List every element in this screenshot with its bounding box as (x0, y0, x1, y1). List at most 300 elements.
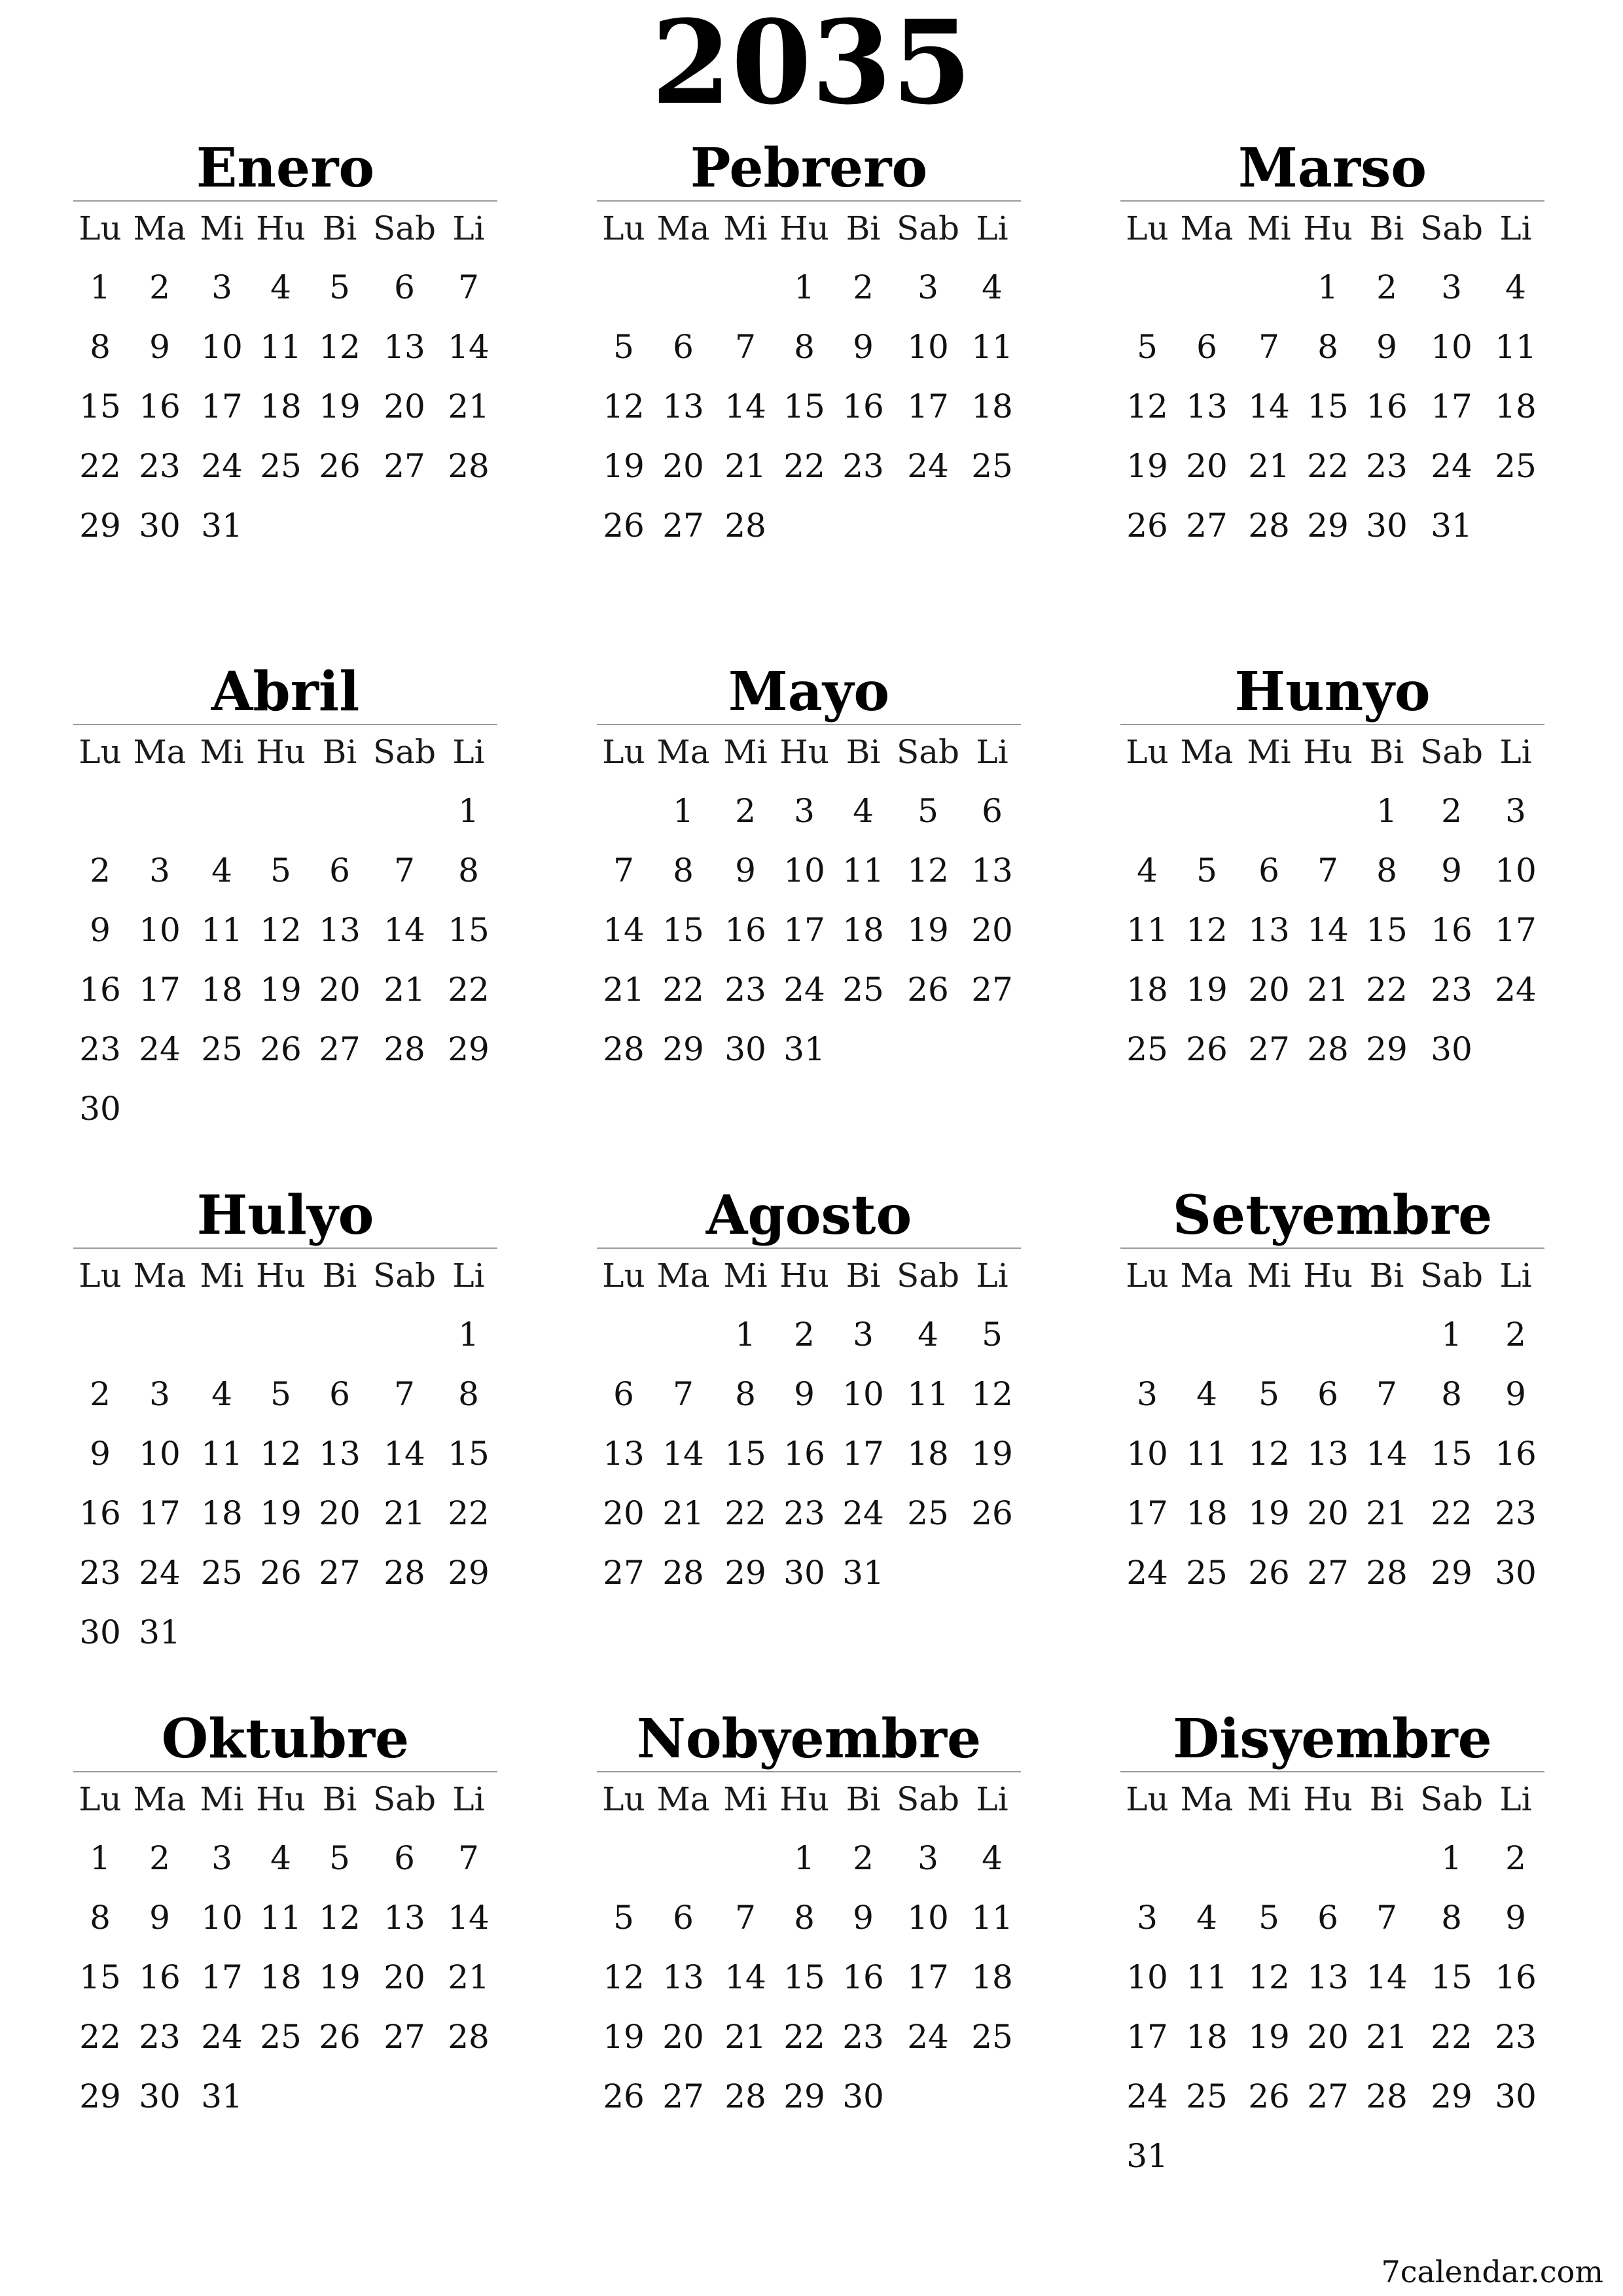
empty-day-cell (1174, 259, 1240, 319)
day-cell: 13 (1186, 387, 1228, 425)
day-cell: 4 (270, 268, 291, 306)
empty-day-cell (369, 1306, 440, 1366)
weekday-header: Mi (1247, 733, 1291, 771)
weekday-header: Hu (256, 1780, 306, 1818)
weekday-header: Lu (79, 1257, 122, 1295)
day-cell: 22 (1366, 971, 1408, 1009)
weekday-header: Lu (602, 1780, 645, 1818)
day-cell: 7 (1317, 852, 1338, 889)
weekday-header: Lu (602, 209, 645, 247)
day-cell: 6 (982, 792, 1003, 830)
day-cell: 29 (448, 1030, 490, 1068)
day-cell: 11 (1495, 328, 1537, 366)
day-cell: 17 (907, 387, 949, 425)
day-cell: 6 (1317, 1375, 1338, 1413)
empty-day-cell (1240, 259, 1298, 319)
day-cell: 14 (383, 911, 425, 949)
weekday-header: Sab (372, 209, 437, 247)
day-cell: 4 (982, 1839, 1003, 1877)
day-cell: 23 (139, 447, 181, 485)
day-cell: 17 (139, 1494, 181, 1532)
day-cell: 16 (1495, 1958, 1537, 1996)
day-cell: 29 (79, 2077, 121, 2115)
day-cell: 31 (1431, 507, 1472, 545)
weekday-header: Li (452, 1780, 485, 1818)
day-cell: 5 (982, 1316, 1003, 1354)
month-grid (1120, 202, 1544, 557)
day-cell: 2 (90, 1375, 111, 1413)
day-cell: 10 (201, 1899, 243, 1937)
day-cell: 15 (79, 387, 121, 425)
day-cell: 23 (783, 1494, 825, 1532)
day-cell: 13 (383, 1899, 425, 1937)
day-cell: 28 (662, 1554, 704, 1592)
weekday-header: Mi (200, 1257, 244, 1295)
day-cell: 11 (1186, 1958, 1228, 1996)
day-cell: 13 (1307, 1958, 1349, 1996)
day-cell: 30 (783, 1554, 825, 1592)
day-cell: 29 (1307, 507, 1349, 545)
day-cell: 28 (603, 1030, 645, 1068)
empty-day-cell (597, 1830, 651, 1890)
day-cell: 31 (842, 1554, 884, 1592)
day-cell: 12 (971, 1375, 1013, 1413)
weekday-header: Li (1499, 1257, 1532, 1295)
weekday-header: Sab (896, 733, 960, 771)
day-cell: 28 (383, 1030, 425, 1068)
day-cell: 29 (448, 1554, 490, 1592)
empty-day-cell (1240, 783, 1298, 842)
weekday-header: Sab (896, 1780, 960, 1818)
weekday-header: Hu (779, 1780, 829, 1818)
weekday-header: Ma (133, 1780, 187, 1818)
day-cell: 26 (1248, 2077, 1290, 2115)
day-cell: 7 (458, 268, 479, 306)
day-cell: 16 (842, 1958, 884, 1996)
day-cell: 24 (842, 1494, 884, 1532)
day-cell: 10 (1126, 1958, 1168, 1996)
day-cell: 18 (201, 1494, 243, 1532)
day-cell: 27 (971, 971, 1013, 1009)
day-cell: 22 (79, 447, 121, 485)
empty-day-cell (1120, 783, 1174, 842)
weekday-header: Bi (1369, 733, 1404, 771)
day-cell: 24 (907, 2018, 949, 2056)
empty-day-cell (73, 783, 127, 842)
day-cell: 22 (783, 447, 825, 485)
day-cell: 23 (1495, 1494, 1537, 1532)
day-cell: 5 (270, 1375, 291, 1413)
weekday-header: Sab (1419, 1780, 1484, 1818)
day-cell: 11 (1126, 911, 1168, 949)
day-cell: 31 (201, 507, 243, 545)
month-block (1120, 136, 1544, 557)
weekday-header: Mi (723, 1257, 768, 1295)
day-cell: 8 (794, 328, 815, 366)
weekday-header: Li (452, 1257, 485, 1295)
site-credit: 7calendar.com (1381, 2254, 1603, 2289)
weekday-header: Bi (846, 1780, 881, 1818)
weekday-header: Hu (1303, 1780, 1353, 1818)
day-cell: 18 (971, 1958, 1013, 1996)
day-cell: 18 (842, 911, 884, 949)
weekday-header: Bi (1369, 1257, 1404, 1295)
year-title: 2035 (651, 0, 972, 130)
day-cell: 5 (1258, 1899, 1279, 1937)
day-cell: 9 (1505, 1375, 1526, 1413)
day-cell: 7 (394, 852, 415, 889)
empty-day-cell (1240, 1306, 1298, 1366)
day-cell: 5 (1258, 1375, 1279, 1413)
day-cell: 12 (1186, 911, 1228, 949)
day-cell: 19 (1126, 447, 1168, 485)
month-block (597, 1183, 1021, 1604)
day-cell: 8 (458, 1375, 479, 1413)
day-cell: 28 (383, 1554, 425, 1592)
empty-day-cell (251, 1306, 310, 1366)
day-cell: 24 (201, 447, 243, 485)
day-cell: 26 (319, 447, 361, 485)
day-cell: 12 (1126, 387, 1168, 425)
weekday-header: Lu (602, 733, 645, 771)
day-cell: 20 (971, 911, 1013, 949)
day-cell: 21 (603, 971, 645, 1009)
day-cell: 3 (794, 792, 815, 830)
empty-day-cell (1357, 1830, 1416, 1890)
weekday-header: Mi (1247, 1257, 1291, 1295)
day-cell: 28 (724, 507, 766, 545)
day-cell: 18 (1495, 387, 1537, 425)
day-cell: 14 (603, 911, 645, 949)
day-cell: 11 (201, 911, 243, 949)
day-cell: 26 (1248, 1554, 1290, 1592)
day-cell: 12 (603, 1958, 645, 1996)
weekday-header: Sab (896, 1257, 960, 1295)
day-cell: 16 (139, 1958, 181, 1996)
day-cell: 22 (783, 2018, 825, 2056)
day-cell: 29 (783, 2077, 825, 2115)
day-cell: 8 (794, 1899, 815, 1937)
day-cell: 31 (139, 1613, 181, 1651)
day-cell: 24 (201, 2018, 243, 2056)
day-cell: 16 (1366, 387, 1408, 425)
day-cell: 17 (1431, 387, 1472, 425)
day-cell: 6 (1258, 852, 1279, 889)
day-cell: 23 (1366, 447, 1408, 485)
day-cell: 20 (662, 447, 704, 485)
month-grid (597, 725, 1021, 1081)
day-cell: 16 (1431, 911, 1472, 949)
day-cell: 11 (971, 328, 1013, 366)
day-cell: 9 (794, 1375, 815, 1413)
day-cell: 11 (907, 1375, 949, 1413)
day-cell: 11 (842, 852, 884, 889)
day-cell: 26 (603, 2077, 645, 2115)
weekday-header: Hu (1303, 209, 1353, 247)
weekday-header: Li (976, 1257, 1008, 1295)
weekday-header: Bi (322, 1780, 357, 1818)
day-cell: 1 (735, 1316, 756, 1354)
day-cell: 16 (724, 911, 766, 949)
weekday-header: Ma (133, 733, 187, 771)
day-cell: 8 (673, 852, 694, 889)
month-block (597, 1707, 1021, 2128)
day-cell: 24 (907, 447, 949, 485)
day-cell: 3 (918, 268, 938, 306)
weekday-header: Sab (372, 1780, 437, 1818)
day-cell: 22 (1431, 1494, 1472, 1532)
day-cell: 16 (139, 387, 181, 425)
day-cell: 7 (458, 1839, 479, 1877)
day-cell: 26 (907, 971, 949, 1009)
month-block (1120, 1183, 1544, 1604)
month-title: Nobyembre (597, 1707, 1021, 1772)
day-cell: 12 (319, 1899, 361, 1937)
day-cell: 24 (1126, 2077, 1168, 2115)
day-cell: 10 (139, 911, 181, 949)
empty-day-cell (1174, 1306, 1240, 1366)
day-cell: 10 (1126, 1435, 1168, 1473)
day-cell: 13 (319, 1435, 361, 1473)
day-cell: 24 (139, 1554, 181, 1592)
day-cell: 1 (1441, 1316, 1462, 1354)
day-cell: 12 (260, 911, 302, 949)
day-cell: 27 (1248, 1030, 1290, 1068)
day-cell: 22 (724, 1494, 766, 1532)
day-cell: 25 (907, 1494, 949, 1532)
month-grid (1120, 1772, 1544, 2187)
empty-day-cell (651, 259, 716, 319)
day-cell: 9 (1376, 328, 1397, 366)
day-cell: 22 (79, 2018, 121, 2056)
day-cell: 14 (724, 387, 766, 425)
day-cell: 1 (458, 1316, 479, 1354)
weekday-header: Hu (779, 209, 829, 247)
month-block (73, 136, 497, 557)
weekday-header: Ma (1180, 1257, 1234, 1295)
day-cell: 30 (1431, 1030, 1472, 1068)
weekday-header: Bi (322, 733, 357, 771)
day-cell: 27 (603, 1554, 645, 1592)
empty-day-cell (597, 783, 651, 842)
day-cell: 25 (1495, 447, 1537, 485)
day-cell: 7 (735, 1899, 756, 1937)
day-cell: 30 (1495, 2077, 1537, 2115)
weekday-header: Bi (846, 733, 881, 771)
day-cell: 9 (149, 328, 170, 366)
day-cell: 4 (1196, 1899, 1217, 1937)
day-cell: 24 (1126, 1554, 1168, 1592)
weekday-header: Li (976, 1780, 1008, 1818)
day-cell: 9 (90, 911, 111, 949)
weekday-header: Bi (846, 1257, 881, 1295)
day-cell: 17 (842, 1435, 884, 1473)
day-cell: 8 (1317, 328, 1338, 366)
day-cell: 20 (319, 1494, 361, 1532)
day-cell: 5 (613, 1899, 634, 1937)
day-cell: 5 (1137, 328, 1158, 366)
day-cell: 29 (662, 1030, 704, 1068)
day-cell: 9 (853, 328, 874, 366)
day-cell: 22 (1431, 2018, 1472, 2056)
month-block (73, 660, 497, 1140)
empty-day-cell (597, 259, 651, 319)
day-cell: 21 (1366, 2018, 1408, 2056)
day-cell: 15 (1431, 1958, 1472, 1996)
weekday-header: Ma (656, 1780, 710, 1818)
day-cell: 15 (1366, 911, 1408, 949)
empty-day-cell (1120, 1830, 1174, 1890)
day-cell: 1 (1441, 1839, 1462, 1877)
day-cell: 20 (319, 971, 361, 1009)
day-cell: 20 (383, 387, 425, 425)
day-cell: 15 (448, 1435, 490, 1473)
day-cell: 19 (603, 447, 645, 485)
day-cell: 8 (735, 1375, 756, 1413)
day-cell: 18 (971, 387, 1013, 425)
month-title: Agosto (597, 1183, 1021, 1249)
day-cell: 21 (1307, 971, 1349, 1009)
day-cell: 29 (1431, 2077, 1472, 2115)
weekday-header: Li (1499, 209, 1532, 247)
day-cell: 15 (783, 387, 825, 425)
day-cell: 19 (603, 2018, 645, 2056)
day-cell: 1 (458, 792, 479, 830)
day-cell: 3 (211, 1839, 232, 1877)
day-cell: 10 (201, 328, 243, 366)
day-cell: 28 (1366, 2077, 1408, 2115)
day-cell: 10 (1495, 852, 1537, 889)
weekday-header: Sab (1419, 209, 1484, 247)
day-cell: 2 (149, 268, 170, 306)
day-cell: 2 (853, 268, 874, 306)
day-cell: 8 (90, 328, 111, 366)
day-cell: 14 (448, 1899, 490, 1937)
weekday-header: Mi (1247, 209, 1291, 247)
day-cell: 30 (79, 1613, 121, 1651)
empty-day-cell (192, 783, 251, 842)
day-cell: 30 (724, 1030, 766, 1068)
day-cell: 1 (673, 792, 694, 830)
weekday-header: Lu (1126, 1780, 1169, 1818)
day-cell: 2 (1376, 268, 1397, 306)
day-cell: 9 (90, 1435, 111, 1473)
day-cell: 16 (79, 971, 121, 1009)
day-cell: 21 (1366, 1494, 1408, 1532)
day-cell: 7 (1376, 1375, 1397, 1413)
day-cell: 7 (735, 328, 756, 366)
day-cell: 20 (1248, 971, 1290, 1009)
day-cell: 21 (383, 971, 425, 1009)
day-cell: 7 (1258, 328, 1279, 366)
day-cell: 7 (394, 1375, 415, 1413)
day-cell: 10 (139, 1435, 181, 1473)
weekday-header: Hu (1303, 1257, 1353, 1295)
day-cell: 15 (79, 1958, 121, 1996)
day-cell: 11 (971, 1899, 1013, 1937)
day-cell: 14 (1366, 1435, 1408, 1473)
day-cell: 6 (329, 1375, 350, 1413)
month-grid (597, 1249, 1021, 1604)
day-cell: 8 (458, 852, 479, 889)
month-grid (73, 725, 497, 1140)
day-cell: 23 (79, 1554, 121, 1592)
day-cell: 13 (383, 328, 425, 366)
day-cell: 13 (662, 1958, 704, 1996)
day-cell: 13 (1248, 911, 1290, 949)
day-cell: 23 (1495, 2018, 1537, 2056)
day-cell: 28 (1366, 1554, 1408, 1592)
day-cell: 2 (853, 1839, 874, 1877)
weekday-header: Ma (1180, 733, 1234, 771)
weekday-header: Ma (656, 733, 710, 771)
weekday-header: Sab (1419, 1257, 1484, 1295)
weekday-header: Ma (656, 1257, 710, 1295)
day-cell: 30 (1495, 1554, 1537, 1592)
day-cell: 22 (448, 1494, 490, 1532)
day-cell: 19 (260, 971, 302, 1009)
empty-day-cell (716, 1830, 775, 1890)
day-cell: 19 (907, 911, 949, 949)
day-cell: 4 (1196, 1375, 1217, 1413)
day-cell: 4 (853, 792, 874, 830)
day-cell: 6 (329, 852, 350, 889)
month-title: Hulyo (73, 1183, 497, 1249)
weekday-header: Bi (1369, 209, 1404, 247)
day-cell: 30 (842, 2077, 884, 2115)
weekday-header: Li (452, 209, 485, 247)
day-cell: 24 (783, 971, 825, 1009)
empty-day-cell (127, 1306, 192, 1366)
weekday-header: Sab (372, 1257, 437, 1295)
day-cell: 16 (79, 1494, 121, 1532)
day-cell: 16 (783, 1435, 825, 1473)
day-cell: 25 (260, 2018, 302, 2056)
day-cell: 21 (383, 1494, 425, 1532)
day-cell: 19 (1248, 1494, 1290, 1532)
weekday-header: Lu (79, 1780, 122, 1818)
day-cell: 2 (90, 852, 111, 889)
day-cell: 15 (724, 1435, 766, 1473)
day-cell: 10 (842, 1375, 884, 1413)
month-title: Setyembre (1120, 1183, 1544, 1249)
day-cell: 23 (139, 2018, 181, 2056)
day-cell: 3 (1505, 792, 1526, 830)
day-cell: 9 (853, 1899, 874, 1937)
empty-day-cell (1298, 1306, 1357, 1366)
day-cell: 15 (783, 1958, 825, 1996)
day-cell: 25 (201, 1030, 243, 1068)
day-cell: 29 (724, 1554, 766, 1592)
month-grid (1120, 725, 1544, 1081)
day-cell: 29 (1366, 1030, 1408, 1068)
day-cell: 26 (260, 1030, 302, 1068)
day-cell: 6 (673, 328, 694, 366)
weekday-header: Mi (723, 1780, 768, 1818)
day-cell: 13 (1307, 1435, 1349, 1473)
month-title: Abril (73, 660, 497, 725)
month-block (73, 1183, 497, 1664)
empty-day-cell (1174, 1830, 1240, 1890)
weekday-header: Ma (1180, 1780, 1234, 1818)
day-cell: 12 (907, 852, 949, 889)
empty-day-cell (1240, 1830, 1298, 1890)
month-title: Oktubre (73, 1707, 497, 1772)
empty-day-cell (1298, 783, 1357, 842)
empty-day-cell (651, 1830, 716, 1890)
day-cell: 6 (1317, 1899, 1338, 1937)
empty-day-cell (192, 1306, 251, 1366)
